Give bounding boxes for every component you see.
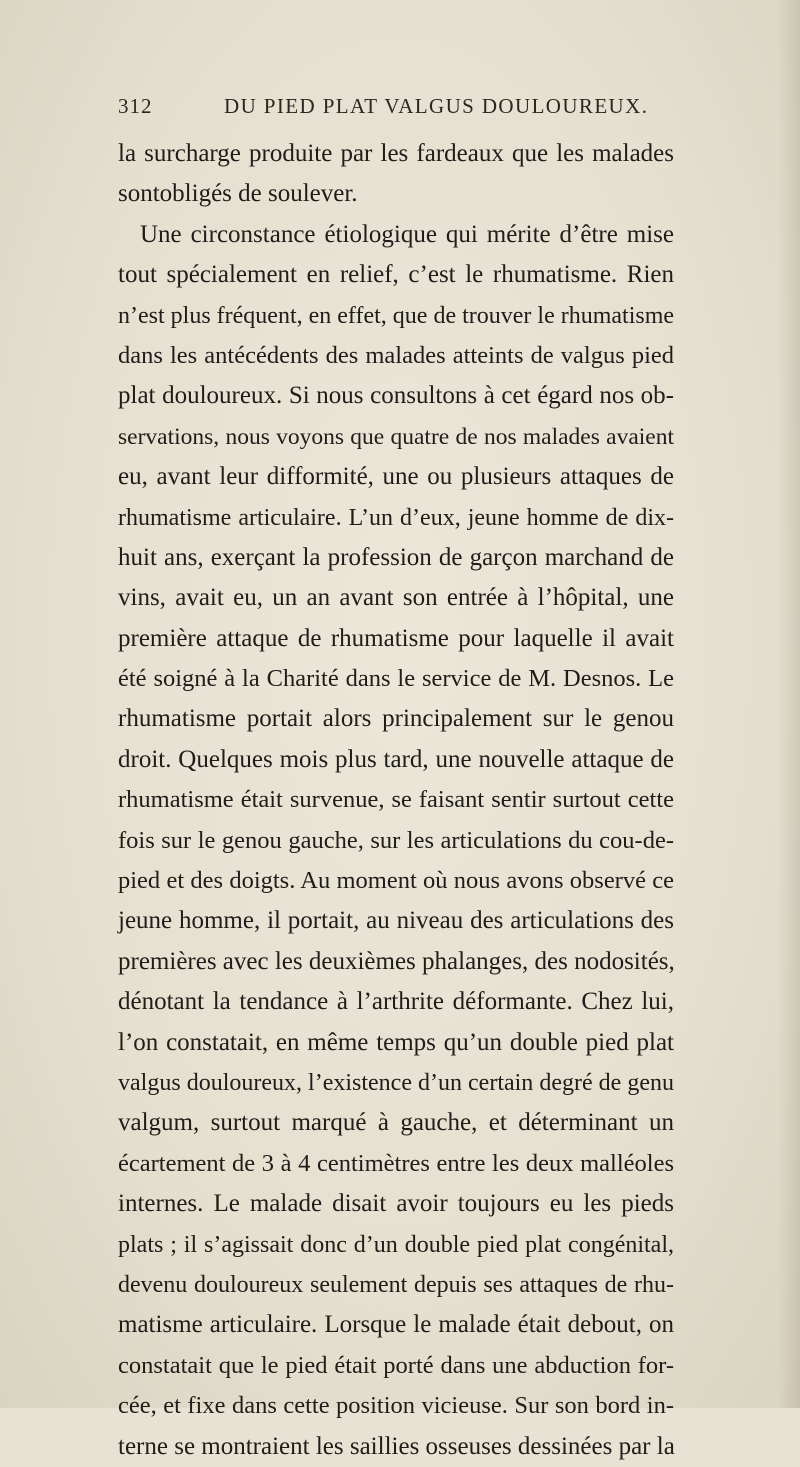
text-line: cée, et fixe dans cette position vicieuse. Sur son bord in- xyxy=(118,1392,674,1420)
text-line: premières avec les deuxièmes phalanges, des nodosités, xyxy=(118,947,675,975)
text-line: droit. Quelques mois plus tard, une nouvelle attaque de xyxy=(118,745,674,773)
running-title: DU PIED PLAT VALGUS DOULOUREUX. xyxy=(224,94,649,118)
text-line: l’on constatait, en même temps qu’un double pied plat xyxy=(118,1028,674,1056)
page-number: 312 xyxy=(118,94,153,118)
text-line: la surcharge produite par les fardeaux que les malades xyxy=(118,140,674,167)
text-line: dans les antécédents des malades atteints de valgus pied xyxy=(118,341,674,369)
text-line: servations, nous voyons que quatre de nos malades avaient xyxy=(118,423,674,450)
page-header xyxy=(118,94,674,124)
text-line: rhumatisme articulaire. L’un d’eux, jeune homme de dix- xyxy=(118,504,674,531)
body-text xyxy=(118,134,674,1467)
text-line: écartement de 3 à 4 centimètres entre les deux malléoles xyxy=(118,1149,674,1177)
text-line: huit ans, exerçant la profession de garçon marchand de xyxy=(118,543,674,571)
text-line: plats ; il s’agissait donc d’un double pied plat congénital, xyxy=(118,1231,674,1258)
text-line: matisme articulaire. Lorsque le malade était debout, on xyxy=(118,1311,674,1339)
text-line: eu, avant leur difformité, une ou plusieurs attaques de xyxy=(118,463,674,491)
text-line: première attaque de rhumatisme pour laquelle il avait xyxy=(118,624,674,652)
text-line: Une circonstance étiologique qui mérite d’être mise xyxy=(140,220,674,248)
text-line: valgus douloureux, l’existence d’un certain degré de genu xyxy=(118,1069,674,1096)
text-line: plat douloureux. Si nous consultons à cet égard nos ob- xyxy=(118,382,674,410)
text-line: n’est plus fréquent, en effet, que de trouver le rhumatisme xyxy=(118,302,675,329)
text-line: vins, avait eu, un an avant son entrée à l’hôpital, une xyxy=(118,584,674,612)
text-line: internes. Le malade disait avoir toujours eu les pieds xyxy=(118,1190,674,1218)
text-line: valgum, surtout marqué à gauche, et déterminant un xyxy=(118,1109,674,1137)
text-line: sontobligés de soulever. xyxy=(118,180,358,208)
text-line: constatait que le pied était porté dans une abduction for- xyxy=(118,1351,674,1379)
text-line: pied et des doigts. Au moment où nous avons observé ce xyxy=(118,867,674,895)
text-line: été soigné à la Charité dans le service de M. Desnos. Le xyxy=(118,665,674,693)
text-line: tout spécialement en relief, c’est le rhumatisme. Rien xyxy=(118,261,674,289)
text-line: rhumatisme était survenue, se faisant sentir surtout cette xyxy=(118,786,674,814)
text-line: dénotant la tendance à l’arthrite déformante. Chez lui, xyxy=(118,988,674,1016)
text-line: rhumatisme portait alors principalement sur le genou xyxy=(118,705,674,733)
text-line: terne se montraient les saillies osseuses dessinées par la xyxy=(118,1432,675,1460)
text-line: jeune homme, il portait, au niveau des articulations des xyxy=(118,907,674,935)
text-line: fois sur le genou gauche, sur les articulations du cou-de- xyxy=(118,826,674,854)
text-line: devenu douloureux seulement depuis ses attaques de rhu- xyxy=(118,1271,674,1298)
